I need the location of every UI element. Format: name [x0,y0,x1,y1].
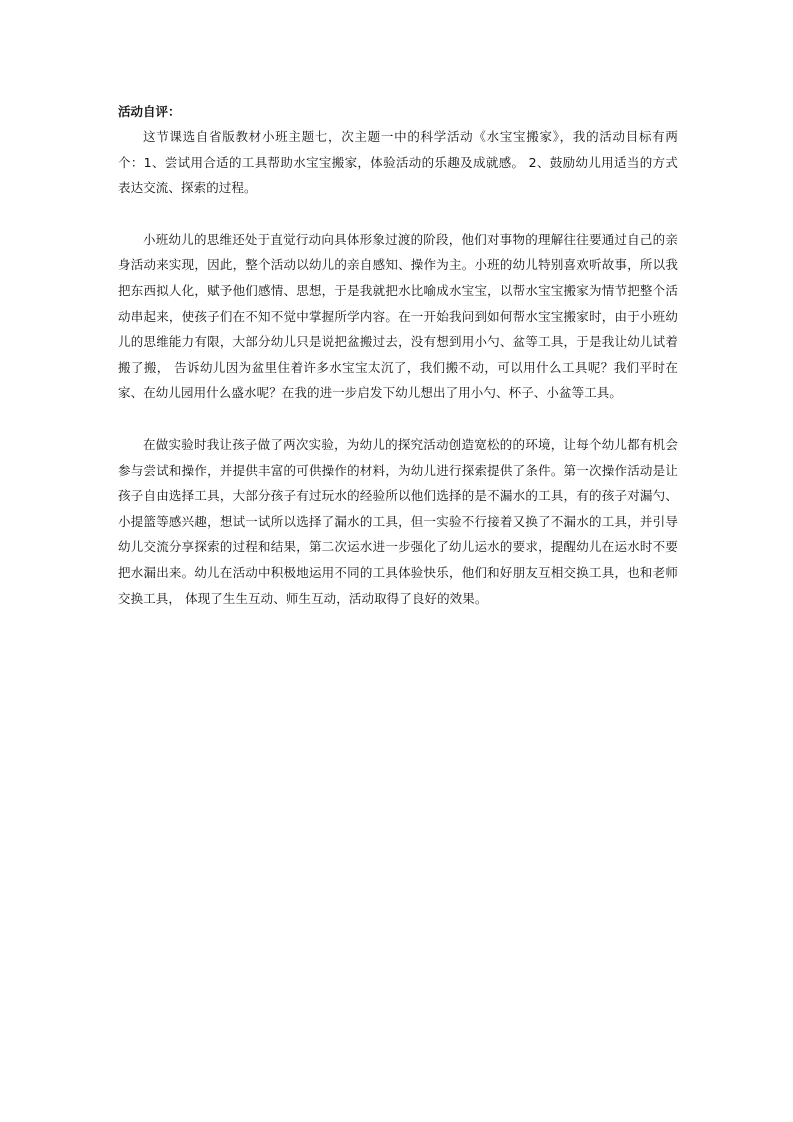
paragraph-experiment-review: 在做实验时我让孩子做了两次实验，为幼儿的探究活动创造宽松的的环境，让每个幼儿都有机会参与尝试和操作，并提供丰富的可供操作的材料，为幼儿进行探索提供了条件。第一次操作活动是让孩子自由选择工具，大部分孩子有过玩水的经验所以他们选择的是不漏水的工具，有的孩子对漏勺、小提篮等感兴趣，想试一试所以选择了漏水的工具，但一实验不行接着又换了不漏水的工具，并引导幼儿交流分享探索的过程和结果，第二次运水进一步强化了幼儿运水的要求，提醒幼儿在运水时不要把水漏出来。幼儿在活动中积极地运用不同的工具体验快乐，他们和好朋友互相交换工具，也和老师交换工具， 体现了生生互动、师生互动，活动取得了良好的效果。 [118,436,678,606]
section-heading: 活动自评： [118,104,181,119]
paragraph-spacer [118,201,678,227]
document-page [118,100,678,611]
paragraph-spacer [118,406,678,432]
paragraph-activity-goals: 这节课选自省版教材小班主题七，次主题一中的科学活动《水宝宝搬家》，我的活动目标有两个：1、尝试用合适的工具帮助水宝宝搬家，体验活动的乐趣及成就感。 2、鼓励幼儿用适当的方式表达交流、探索的过程。 [118,129,678,196]
paragraph-activity-design: 小班幼儿的思维还处于直觉行动向具体形象过渡的阶段，他们对事物的理解往往要通过自己的亲身活动来实现，因此，整个活动以幼儿的亲自感知、操作为主。小班的幼儿特别喜欢听故事，所以我把东西拟人化，赋予他们感情、思想，于是我就把水比喻成水宝宝，以帮水宝宝搬家为情节把整个活动串起来，使孩子们在不知不觉中掌握所学内容。在一开始我问到如何帮水宝宝搬家时，由于小班幼儿的思维能力有限，大部分幼儿只是说把盆搬过去，没有想到用小勺、盆等工具，于是我让幼儿试着搬了搬， 告诉幼儿因为盆里住着许多水宝宝太沉了，我们搬不动，可以用什么工具呢？我们平时在家、在幼儿园用什么盛水呢？在我的进一步启发下幼儿想出了用小勺、杯子、小盆等工具。 [118,231,678,401]
